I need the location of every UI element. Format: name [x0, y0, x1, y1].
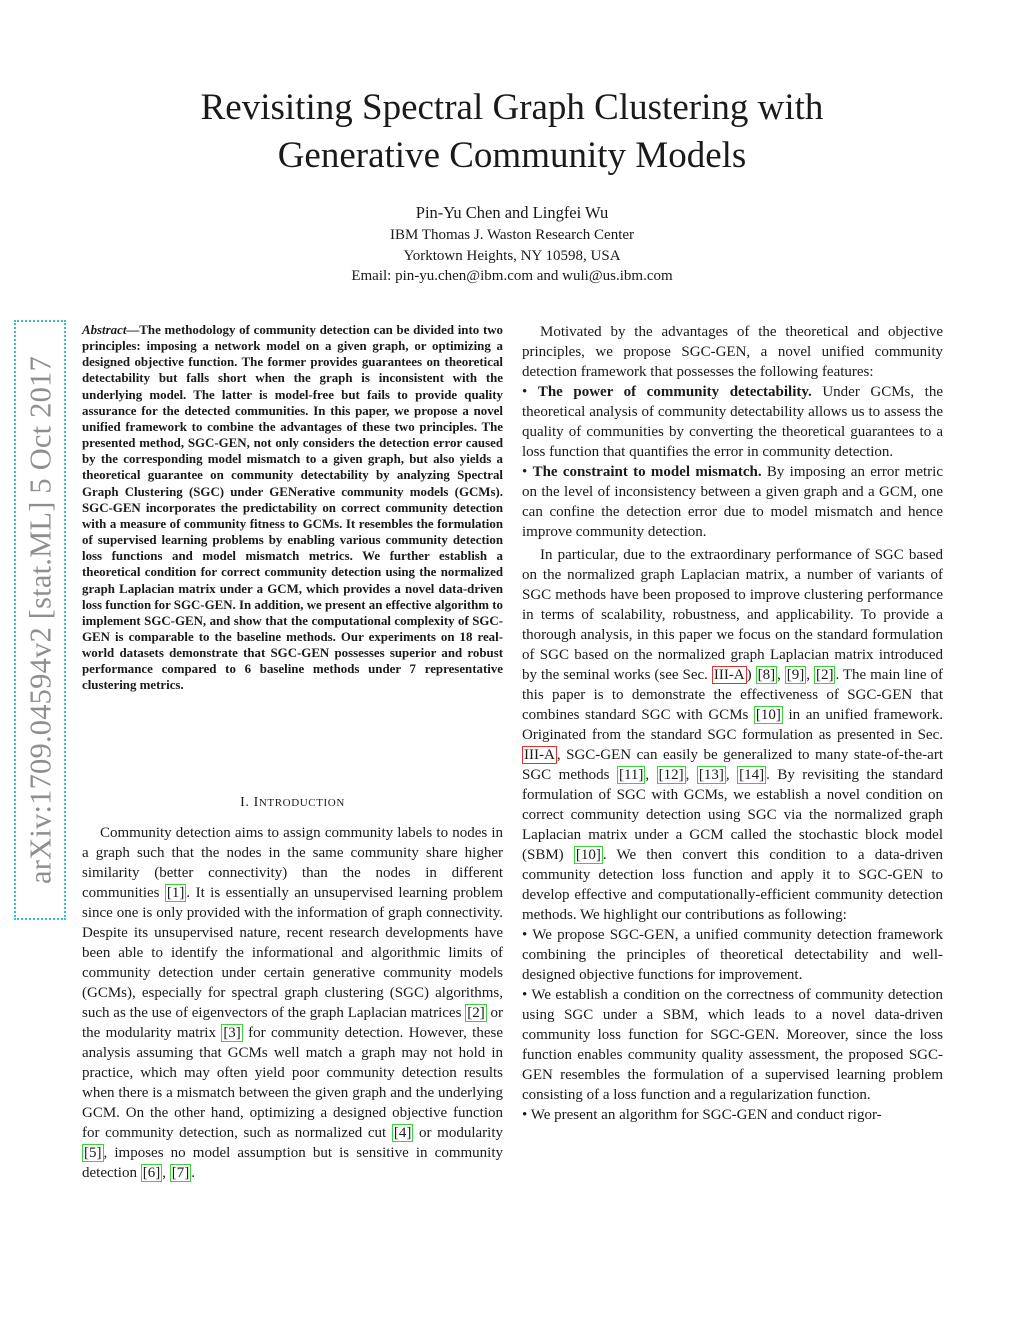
citation-link[interactable]: [4] — [393, 1125, 412, 1141]
feature-bullet-detectability: • The power of community detectability. Under GCMs, the theoretical analysis of community detectability allows us to assess the quality of communities by converting the theoretical guarantees to a loss function that quantifies the error in community detection. — [522, 384, 943, 460]
authors: Pin-Yu Chen and Lingfei Wu — [415, 203, 609, 222]
citation-link[interactable]: [13] — [698, 767, 724, 783]
citation-link[interactable]: [6] — [142, 1165, 161, 1181]
paper-title — [0, 84, 1024, 180]
citation-link[interactable]: [10] — [575, 847, 601, 863]
arxiv-id-stamp[interactable]: arXiv:1709.04594v2 [stat.ML] 5 Oct 2017 — [23, 356, 58, 884]
introduction-body — [82, 823, 503, 1183]
section-link[interactable]: III-A — [713, 667, 745, 683]
affiliation: IBM Thomas J. Waston Research Center — [389, 227, 635, 243]
citation-link[interactable]: [2] — [815, 667, 834, 683]
citation-link[interactable]: [8] — [757, 667, 776, 683]
citation-link[interactable]: [14] — [739, 767, 765, 783]
bullet-icon: • — [522, 464, 528, 480]
bullet-icon: • — [522, 927, 528, 943]
contribution-bullet-1: • We propose SGC-GEN, a unified community detection framework combining the principles of theoretical detectability and well-designed objective functions for improvement. — [522, 927, 943, 983]
bullet-icon: • — [522, 384, 528, 400]
contribution-bullet-2: • We establish a condition on the correctness of community detection using SGC under a SBM, which leads to a novel data-driven community loss function for SGC-GEN. Moreover, since the loss function enables community quality assessment, the proposed SGC-GEN resembles the formulation of a supervised learning problem consisting of a loss function and a regularization function. — [522, 987, 943, 1103]
particular-paragraph: In particular, due to the extraordinary performance of SGC based on the normalized graph Laplacian matrix, a number of variants of SGC methods have been proposed to improve clustering performance in terms of scalability, robustness, and applicability. To provide a thorough analysis, in this paper we focus on the standard formulation of SGC based on the normalized graph Laplacian matrix introduced by the seminal works (see Sec. III-A ) [8] , [9] , [2] . The main line of this paper is to demonstrate the effectiveness of SGC-GEN that combines standard SGC with GCMs [10] in an unified framework. Originated from the standard SGC formulation as presented in Sec. III-A , SGC-GEN can easily be generalized to many state-of-the-art SGC methods [11] , [12] , [13] , [14] . By revisiting the standard formulation of SGC with GCMs, we establish a novel condition on correct community detection using SGC via the normalized graph Laplacian matrix under a GCM called the stochastic block model (SBM) [10] . We then convert this condition to a data-driven community detection loss function and apply it to SGC-GEN to develop effective and computationally-efficient community detection methods. We highlight our contributions as following: — [522, 547, 944, 923]
abstract-text: The methodology of community detection can be divided into two principles: imposing a network model on a given graph, or optimizing a designed objective function. The former provides guarantees on theoretical detectability but falls short when the graph is inconsistent with the underlying model. The latter is model-free but fails to provide quality assurance for the detected communities. In this paper, we propose a novel unified framework to combine the advantages of these two principles. The presented method, SGC-GEN, not only considers the detection error caused by the corresponding model mismatch to a given graph, but also yields a theoretical guarantee on community detectability by analyzing Spectral Graph Clustering (SGC) under GENerative community models (GCMs). SGC-GEN incorporates the predictability on correct community detection with a measure of community fitness to GCMs. It resembles the formulation of supervised learning problems by enabling various community detection loss functions and model mismatch metrics. We further establish a theoretical condition for correct community detection using the normalized graph Laplacian matrix under a GCM, which provides a novel data-driven loss function for SGC-GEN. In addition, we present an effective algorithm to implement SGC-GEN, and show that the computational complexity of SGC-GEN is comparable to the baseline methods. Our experiments on 18 real-world datasets demonstrate that SGC-GEN possesses superior and robust performance compared to 6 baseline methods under 7 representative clustering metrics. — [82, 323, 503, 693]
citation-link[interactable]: [10] — [755, 707, 781, 723]
citation-link[interactable]: [12] — [658, 767, 684, 783]
address: Yorktown Heights, NY 10598, USA — [403, 248, 621, 264]
title-line-2: Generative Community Models — [277, 135, 747, 176]
right-column-body — [522, 322, 943, 1125]
feature-bullet-mismatch: • The constraint to model mismatch. By imposing an error metric on the level of inconsistency between a given graph and a GCM, one can confine the detection error due to model mismatch and hence improve community detection. — [522, 464, 943, 540]
section-rest: NTRODUCTION — [258, 797, 345, 809]
contribution-bullet-3: • We present an algorithm for SGC-GEN and conduct rigor- — [522, 1107, 882, 1123]
citation-link[interactable]: [9] — [786, 667, 805, 683]
abstract-lead: Abstract — [82, 323, 127, 337]
citation-link[interactable]: [11] — [618, 767, 644, 783]
citation-link[interactable]: [7] — [171, 1165, 190, 1181]
bullet-icon: • — [522, 987, 528, 1003]
intro-paragraph: Community detection aims to assign community labels to nodes in a graph such that the nodes in the same community share higher similarity (better connectivity) than the nodes in different communities [1] . It is essentially an unsupervised learning problem since one is only provided with the information of graph connectivity. Despite its unsupervised nature, recent research developments have been able to identify the informational and algorithmic limits of community detection under certain generative community models (GCMs), especially for spectral graph clustering (SGC) algorithms, such as the use of eigenvectors of the graph Laplacian matrices [2] or the modularity matrix [3] for community detection. However, these analysis assuming that GCMs well match a graph may not hold in practice, which may often yield poor community detection results when there is a mismatch between the given graph and the underlying GCM. On the other hand, optimizing a designed objective function for community detection, such as normalized cut [4] or modularity [5] , imposes no model assumption but is sensitive in community detection [6] , [7] . — [82, 825, 504, 1181]
email: Email: pin-yu.chen@ibm.com and wuli@us.ibm.com — [351, 268, 673, 284]
abstract-dash: — — [126, 323, 140, 337]
citation-link[interactable]: [2] — [467, 1005, 485, 1021]
citation-link[interactable]: [3] — [223, 1025, 241, 1041]
section-cap: I — [253, 795, 259, 810]
bullet-icon: • — [522, 1107, 528, 1123]
title-line-1: Revisiting Spectral Graph Clustering with — [200, 87, 824, 128]
citation-link[interactable]: [5] — [84, 1145, 102, 1161]
motivation-paragraph: Motivated by the advantages of the theoretical and objective principles, we propose SGC-GEN, a novel unified community detection framework that possesses the following features: — [522, 324, 943, 380]
abstract — [82, 322, 503, 694]
section-heading-introduction — [82, 795, 503, 811]
citation-link[interactable]: [1] — [166, 885, 185, 901]
section-numeral: I. — [240, 795, 254, 810]
section-link[interactable]: III-A — [524, 747, 555, 763]
